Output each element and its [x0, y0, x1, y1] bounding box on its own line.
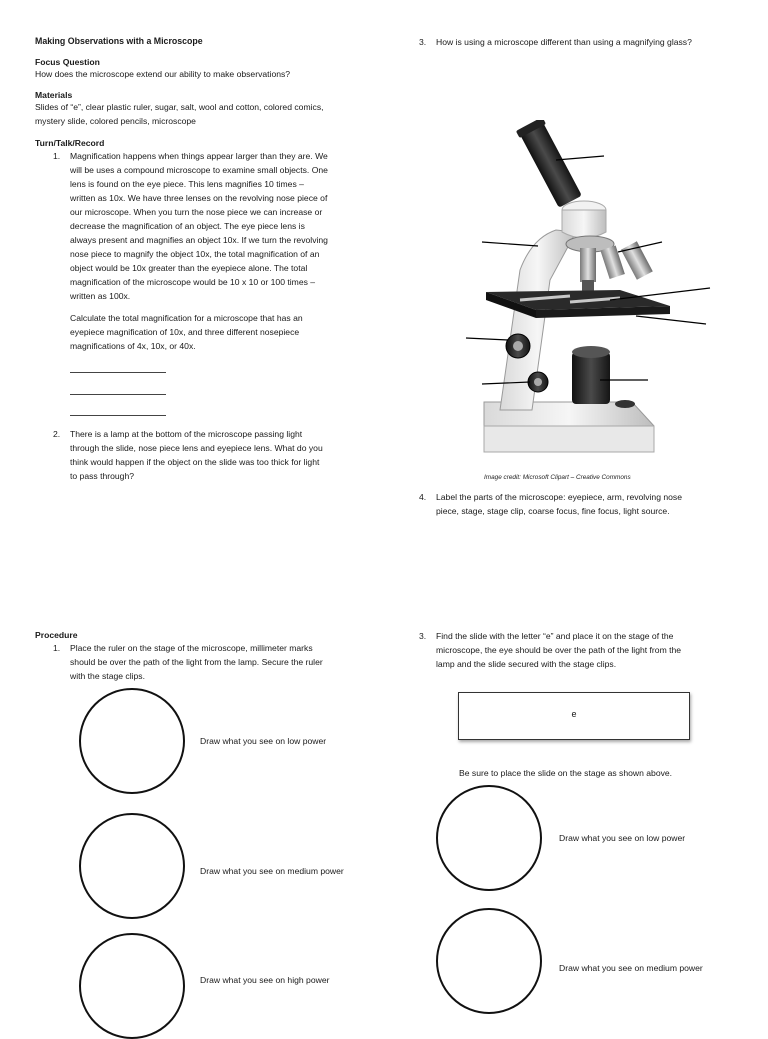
question-1-text [70, 149, 328, 303]
answer-blank-3[interactable] [70, 415, 166, 416]
text-line: Magnification happens when things appear larger than they are. We [70, 151, 328, 161]
drawing-circle-medium-e[interactable] [436, 908, 542, 1014]
text-line: to pass through? [70, 471, 135, 481]
text-line: decrease the magnification of an object. The eye piece lens is [70, 221, 305, 231]
text-line: with the stage clips. [70, 671, 145, 681]
question-4-text [436, 490, 682, 518]
draw-label-low: Draw what you see on low power [200, 736, 327, 746]
text-line: piece, stage, stage clip, coarse focus, fine focus, light source. [436, 506, 670, 516]
focus-question-text: How does the microscope extend our ability to make observations? [35, 69, 291, 79]
text-line: microscope, the eye should be over the path of the light from the [436, 645, 682, 655]
text-line: through the slide, nose piece lens and eyepiece lens. What do you [70, 443, 323, 453]
step-number: 3. [419, 631, 427, 641]
materials-line: Slides of “e”, clear plastic ruler, sugar, salt, wool and cotton, colored comics, [35, 102, 324, 112]
drawing-circle-medium[interactable] [79, 813, 185, 919]
text-line: eyepiece magnification of 10x, and three different nosepiece [70, 327, 300, 337]
answer-blank-2[interactable] [70, 394, 166, 395]
drawing-circle-low[interactable] [79, 688, 185, 794]
procedure-step-1-text [70, 641, 323, 683]
question-3-text: How is using a microscope different than using a magnifying glass? [436, 37, 692, 47]
question-number: 2. [53, 429, 61, 439]
text-line: nose piece to magnify the object 10x, the total magnification of an [70, 249, 320, 259]
text-line: There is a lamp at the bottom of the microscope passing light [70, 429, 303, 439]
draw-label-low-e: Draw what you see on low power [559, 833, 686, 843]
image-credit: Image credit: Microsoft Clipart – Creative Commons [484, 474, 631, 481]
slide-diagram [458, 692, 690, 740]
slide-letter: e [571, 709, 577, 719]
text-line: will be uses a compound microscope to examine small objects. One [70, 165, 328, 175]
draw-label-medium: Draw what you see on medium power [200, 866, 344, 876]
drawing-circle-low-e[interactable] [436, 785, 542, 891]
step-number: 1. [53, 643, 61, 653]
materials-line: mystery slide, colored pencils, microscope [35, 116, 196, 126]
materials-list [35, 100, 324, 128]
question-number: 3. [419, 37, 427, 47]
text-line: magnification of the microscope would be 10 x 10 or 100 times – [70, 277, 316, 287]
text-line: Label the parts of the microscope: eyepiece, arm, revolving nose [436, 492, 683, 502]
text-line: think would happen if the object on the slide was too thick for light [70, 457, 320, 467]
text-line: written as 100x. [70, 291, 131, 301]
focus-question-heading: Focus Question [35, 57, 100, 67]
procedure-step-3-text [436, 629, 681, 671]
text-line: Place the ruler on the stage of the microscope, millimeter marks [70, 643, 313, 653]
draw-label-high: Draw what you see on high power [200, 975, 330, 985]
materials-heading: Materials [35, 90, 73, 100]
text-line: Calculate the total magnification for a microscope that has an [70, 313, 303, 323]
text-line: lens is found on the eye piece. This lens magnifies 10 times – [70, 179, 304, 189]
text-line: Find the slide with the letter “e” and place it on the stage of the [436, 631, 674, 641]
text-line: always present and magnifies an object 10x. If we turn the revolving [70, 235, 328, 245]
drawing-circle-high[interactable] [79, 933, 185, 1039]
page-title: Making Observations with a Microscope [35, 36, 203, 46]
text-line: written as 10x. We have three lenses on the revolving nose piece of [70, 193, 328, 203]
answer-blank-1[interactable] [70, 372, 166, 373]
microscope-illustration [460, 120, 720, 470]
text-line: our microscope. When you turn the nose piece we can increase or [70, 207, 323, 217]
draw-label-medium-e: Draw what you see on medium power [559, 963, 703, 973]
question-2-text [70, 427, 323, 483]
calculation-prompt [70, 311, 303, 353]
question-number: 1. [53, 151, 61, 161]
turn-talk-record-heading: Turn/Talk/Record [35, 138, 105, 148]
text-line: lamp and the slide secured with the stage clips. [436, 659, 617, 669]
question-number: 4. [419, 492, 427, 502]
text-line: should be over the path of the light from the lamp. Secure the ruler [70, 657, 323, 667]
procedure-heading: Procedure [35, 630, 78, 640]
text-line: magnifications of 4x, 10x, or 40x. [70, 341, 196, 351]
text-line: object would be 10x greater than the eyepiece alone. The total [70, 263, 308, 273]
slide-note: Be sure to place the slide on the stage as shown above. [459, 768, 673, 778]
